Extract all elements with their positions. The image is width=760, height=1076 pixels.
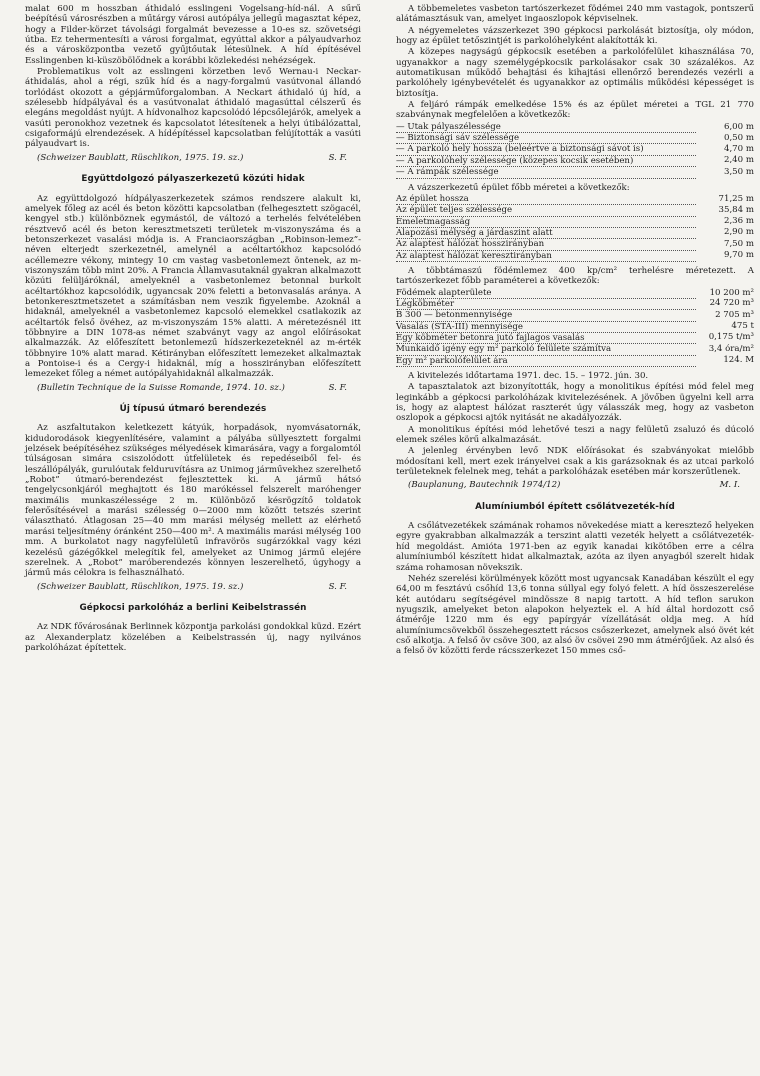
author-initials: M. I. (719, 480, 740, 491)
row-label: Emeletmagasság (396, 216, 696, 227)
table-row (396, 194, 754, 205)
row-label: Munkaidő igény egy m² parkoló felülete számítva (396, 344, 696, 355)
paragraph: Az együttdolgozó hídpályaszerkezetek számos rendszere alakult ki, amelyek főleg az acél és beton közötti kapcsolatban (felhegesztett szögacél, kengyel stb.) különböznek egymástól, de változó a terhelés felvételében résztvevő acél és beton keresztmetszeti területek m-viszonyszáma és a betonszerkezet vasalási módja is. A Franciaországban „Robinson-lemez”-néven elterjedt szerkezetnél, amelynél a acéltartókhoz kapcsolódó acéllemezre vékony, mintegy 10 cm vastag vasbetonlemezt öntenek, az m-viszonyszám több mint 20%. A Francia Államvasutaknál gyakran alkalmazott közúti felüljáróknál, amelyeknél a vasbetonlemez betonnal burkolt acéltartókhoz kapcsolódik, ugyancsak 20% feletti a betonvasalás aránya. A betonkeresztmetszetet a számításban nem veszik figyelembe. Azoknál a hidaknál, amelyeknél a vasbetonlemez kapcsoló elemekkel csatlakozik az acéltartók felső övéhez, az m-viszonyszám 15% alatti. A méretezésnél itt többnyire a DIN 1078-as német szabványt vagy az angol előírásokat alkalmazzák. Az előfeszített betonlemezű hídszerkezeteknél az m-érték többnyire 10% alatt marad. Kétirányban előfeszített lemezeket alkalmaztak a Pontoise-i és a Cergy-i hidaknál, míg a hosszirányban előfeszített lemezeket főleg a német autópályahidaknál alkalmazzák. (25, 193, 361, 380)
row-label: Vasalás (STA-III) mennyisége (396, 321, 696, 332)
table-row (396, 155, 754, 166)
left-column (25, 4, 361, 654)
paragraph: A többtámaszú födémlemez 400 kp/cm² terhelésre méretezett. A tartószerkezet főbb paraméterei a következők: (396, 265, 754, 287)
row-label: — A parkolóhely szélessége (közepes kocsik esetében) (396, 155, 696, 166)
table-row (396, 250, 754, 261)
table-row (396, 344, 754, 355)
row-label: — Utak pályaszélessége (396, 122, 696, 133)
paragraph: A csőlátvezetékek számának rohamos növekedése miatt a keresztező helyeken egyre gyakrabban alkalmazzák a terszint alatti vezeték helyett a csőlátvezeték-híd megoldást. Amióta 1971-ben az egyik kanadai kikötőben erre a célra alumíniumból készített hidat alkalmaztak, azóta az ilyen anyagból szerelt hidak száma rohamosan növekszik. (396, 521, 754, 573)
ramp-dimensions-table (396, 122, 754, 179)
paragraph: Az aszfaltutakon keletkezett kátyúk, horpadások, nyomvásatornák, kidudorodások kiegyenlítésére, valamint a pályába süllyesztett forgalmi jelzések beépítéséhez szükséges mélyedések kimarására, vagy a forgalomtól túlságosan simára csiszolódott útfelületek és repedéseiből fel- és leszállópályák, gurulóutak felduruvításra az Unimog járművekhez szerelhető „Robot” útmaró-berendezést fejlesztettek ki. A jármű hátsó tengelycsonkjáról meghajtott és 180 marókéssel felszerelt maróhenger maximális munkaszélessége 2 m. Különböző késrögzítő toldatok felerősítésével a marási szélesség 0—2000 mm között tetszés szerint választható. Átlagosan 25—40 mm marási mélység mellett az elérhető marási teljesítmény óránként 250—400 m². A maximális marási mélység 100 mm. A burkolatot nagy nagyfelületű infravörös sugárzókkal vagy kézi kezelésű gázégőkkel melegítik fel, amelyeket az Unimog jármű elejére szerelnek. A „Robot” maróberendezés könnyen leszerelhető, úgyhogy a jármű más célokra is felhasználható. (25, 423, 361, 579)
right-column (396, 4, 754, 658)
structure-parameters-table (396, 288, 754, 367)
row-label: — A rámpák szélessége (396, 167, 696, 178)
row-value: 24 720 m³ (709, 298, 754, 309)
row-value: 71,25 m (718, 193, 754, 204)
row-label: — Biztonsági sáv szélessége (396, 133, 696, 144)
paragraph: A tapasztalatok azt bizonyították, hogy a monolitikus építési mód felel meg leginkább a gépkocsi parkolóházak kivitelezésének. A jövőben ügyelni kell arra is, hogy az alaptest hálózat raszterét úgy válasszák meg, hogy az vasbeton oszlopok a gépkocsi ajtók nyitását ne akadályozzák. (396, 382, 754, 424)
paragraph: A többemeletes vasbeton tartószerkezet födémei 240 mm vastagok, pontszerű alátámasztásuk van, amelyet ingaoszlopok képviselnek. (396, 4, 754, 25)
paragraph: malat 600 m hosszban áthidaló esslingeni Vogelsang-híd-nál. A sűrű beépítésű városrészben a műtárgy városi autópálya jellegű magasztat képez, hogy a Filder-körzet távolsági forgalmát bevezesse a 10-es sz. szövetségi útba. Ez tehermentesíti a városi forgalmat, egyúttal akkor a pályaudvarhoz és a városközpontba vezető gyűjtőutak létesülnek. A híd építésével Esslingenben ki-küszöbölődnek a korábbi közlekedési nehézségek. (25, 4, 361, 66)
row-value: 10 200 m² (709, 287, 754, 298)
author-initials: S. F. (328, 382, 347, 393)
table-row (396, 133, 754, 144)
paragraph: Nehéz szerelési körülmények között most ugyancsak Kanadában készült el egy 64,00 m fesztávú csőhíd 13,6 tonna súllyal egy folyó felett. A híd összeszerelése két autódaru segítségével mindössze 8 napig tartott. A híd teflon sarukon nyugszik, amelyeket beton alapokon helyeztek el. A híd által hordozott cső átmérője 1220 mm és egy papírgyár vízellátását oldja meg. A híd alumíniumcsövekből összehegesztett rácsos csőszerkezet, amelynek alsó övét két cső alkotja. A felső öv csöve 300, az alsó öv csövei 290 mm átmérőjűek. Az alsó és a felső öv közötti ferde rácsszerkezet 150 mmes cső- (396, 573, 754, 657)
paragraph: A vázszerkezetű épület főbb méretei a következők: (408, 182, 630, 193)
source-text: (Bauplanung, Bautechnik 1974/12) (408, 480, 561, 491)
row-value: 2,40 m (723, 155, 754, 166)
table-row (396, 122, 754, 133)
row-label: Egy m² parkolófelület ára (396, 355, 696, 366)
building-dimensions-table (396, 194, 754, 262)
row-label: Az alaptest hálózat keresztirányban (396, 250, 696, 261)
row-label: Egy köbméter betonra jutó fajlagos vasalás (396, 332, 696, 343)
row-label: — A parkoló hely hossza (beleértve a biztonsági sávot is) (396, 144, 696, 155)
paragraph: A kivitelezés időtartama 1971. dec. 15. – 1972. jún. 30. (408, 371, 649, 381)
source-citation (25, 582, 361, 592)
paragraph: Az NDK fővárosának Berlinnek központja parkolási gondokkal küzd. Ezért az Alexanderplatz közelében a Keibelstrassén új, nagy nyilvános parkolóházat építettek. (25, 622, 361, 653)
source-text: (Bulletin Technique de la Suisse Romande, 1974. 10. sz.) (37, 382, 285, 393)
row-label: Az épület hossza (396, 194, 696, 205)
row-value: 2,36 m (723, 216, 754, 227)
row-label: Az épület teljes szélessége (396, 205, 696, 216)
author-initials: S. F. (328, 152, 347, 163)
table-row (396, 239, 754, 250)
table-row (396, 321, 754, 332)
row-value: 3,4 óra/m² (708, 343, 754, 354)
table-row (396, 205, 754, 216)
source-text: (Schweizer Baublatt, Rüschlikon, 1975. 19. sz.) (37, 152, 244, 163)
table-row (396, 167, 754, 178)
table-row (396, 144, 754, 155)
paragraph: Problematikus volt az esslingeni körzetben levő Wernau-i Neckar-áthidalás, ahol a régi, szűk híd és a nagy-forgalmú vasútvonal állandó torlódást okozott a gépjárműforgalomban. A Neckart áthidaló új híd, a szélesebb hídpályával és a vasútvonalat áthidaló magasúttal célszerű és elegáns megoldást nyújt. A hídvonalhoz kapcsolódó lépcsőlejárók, amelyek a vasúti peronokhoz vezetnek és kapcsolatot létesítenek a helyi útibálózattal, csigaformájú elrendezések. A hídépítéssel kapcsolatban felújították a vasúti pályaudvart is. (25, 67, 361, 150)
row-value: 475 t (731, 321, 754, 332)
row-label: Födémek alapterülete (396, 288, 696, 299)
source-citation (25, 153, 361, 163)
table-row (396, 227, 754, 238)
row-value: 9,70 m (723, 250, 754, 261)
paragraph: A monolitikus építési mód lehetővé teszi a nagy felületű zsaluzó és dúcoló elemek széles körű alkalmazását. (396, 424, 754, 446)
paragraph: A közepes nagyságú gépkocsik esetében a parkolófelület kihasználása 70, ugyanakkor a nagy személygépkocsik parkolásakor csak 30 százalékos. Az automatikusan működő behajtási és kihajtási ellenőrző berendezés vezérli a parkolóhely igénybevételét és ugyanakkor az optimális működési képességet is biztosítja. (396, 47, 754, 99)
row-label: Az alaptest hálózat hosszirányban (396, 239, 696, 250)
row-value: 6,00 m (723, 121, 754, 132)
paragraph: A négyemeletes vázszerkezet 390 gépkocsi parkolását biztosítja, oly módon, hogy az épület tetőszintjét is parkolóhelyként alakították ki. (396, 25, 754, 47)
table-row (396, 298, 754, 309)
row-value: 7,50 m (723, 238, 754, 249)
row-value: 0,50 m (723, 132, 754, 143)
table-row (396, 355, 754, 366)
row-label: Légköbméter (396, 298, 696, 309)
row-value: 2,90 m (723, 227, 754, 238)
row-value: 4,70 m (723, 143, 754, 154)
table-row (396, 310, 754, 321)
article-heading: Együttdolgozó pályaszerkezetű közúti hidak (81, 174, 305, 185)
article-heading: Új típusú útmaró berendezés (119, 404, 267, 415)
table-row (396, 332, 754, 343)
row-value: 124. M (723, 355, 754, 366)
author-initials: S. F. (328, 581, 347, 592)
table-row (396, 288, 754, 299)
paragraph: A jelenleg érvényben levő NDK előírásokat és szabványokat mielőbb módosítani kell, mert ezek irányelvei csak a kis garázsoknak és az utcai parkoló területeknek felelnek meg, tehát a parkolóházak esetében már korszerűtlenek. (396, 446, 754, 478)
source-citation (25, 383, 361, 393)
source-citation (396, 480, 754, 490)
row-label: B 300 — betonmennyisége (396, 310, 696, 321)
article-heading: Gépkocsi parkolóház a berlini Keibelstrassén (79, 602, 307, 613)
row-value: 0,175 t/m³ (708, 332, 754, 343)
article-heading: Alumíniumból épített csőlátvezeték-híd (475, 501, 675, 512)
table-row (396, 216, 754, 227)
row-value: 35,84 m (718, 204, 754, 215)
row-value: 2 705 m³ (715, 309, 754, 320)
row-value: 3,50 m (723, 166, 754, 177)
source-text: (Schweizer Baublatt, Rüschlikon, 1975. 19. sz.) (37, 581, 244, 592)
paragraph: A feljáró rámpák emelkedése 15% és az épület méretei a TGL 21 770 szabványnak megfelelően a következők: (396, 100, 754, 121)
row-label: Alapozási mélység a járdaszint alatt (396, 227, 696, 238)
